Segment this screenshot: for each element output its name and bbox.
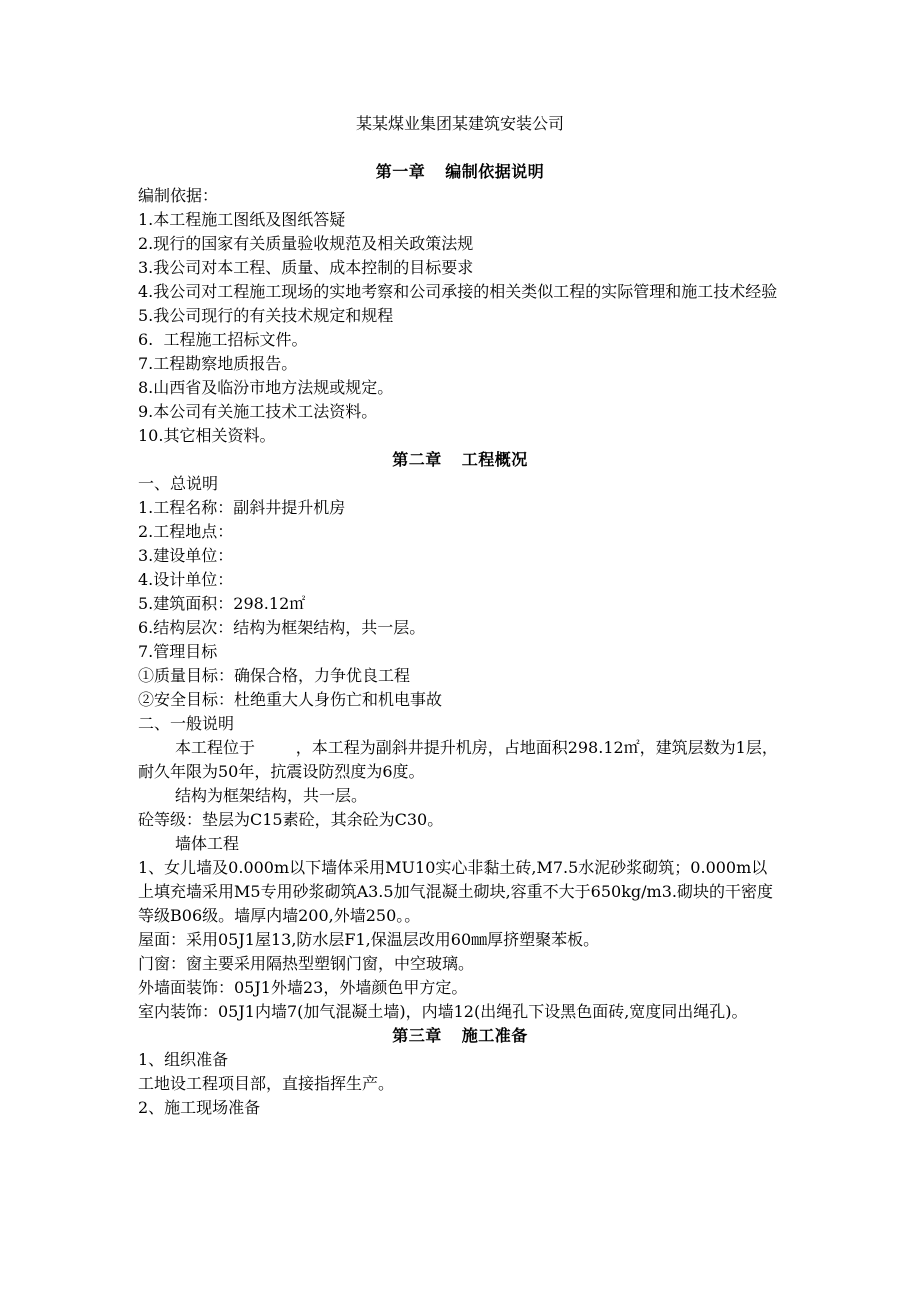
safety-goal: ②安全目标：杜绝重大人身伤亡和机电事故 — [138, 690, 443, 709]
wall-heading: 墙体工程 — [175, 834, 240, 853]
general-heading: 二、一般说明 — [138, 714, 235, 733]
basis-item-10: 10.其它相关资料。 — [138, 426, 276, 445]
chapter-3-heading — [138, 1024, 782, 1048]
exterior-decor-text: 外墙面装饰：05J1外墙23，外墙颜色甲方定。 — [138, 978, 468, 997]
chapter-1-heading — [138, 160, 782, 184]
basis-item-2: 2.现行的国家有关质量验收规范及相关政策法规 — [138, 234, 474, 253]
general-para-2: 结构为框架结构，共一层。 — [175, 786, 368, 805]
door-window-text: 门窗：窗主要采用隔热型塑钢门窗，中空玻璃。 — [138, 954, 475, 973]
org-prep-heading: 1、组织准备 — [138, 1050, 229, 1069]
basis-item-5: 5.我公司现行的有关技术规定和规程 — [138, 306, 394, 325]
general-para-1: 本工程位于 ，本工程为副斜井提升机房，占地面积298.12㎡，建筑层数为1层，耐久年限为50年，抗震设防烈度为6度。 — [138, 738, 778, 781]
chapter-2-heading — [138, 448, 782, 472]
basis-item-9: 9.本公司有关施工技术工法资料。 — [138, 402, 378, 421]
construction-unit: 3.建设单位： — [138, 546, 234, 565]
chapter-1-number: 第一章 — [375, 162, 426, 181]
chapter-1-title: 编制依据说明 — [445, 162, 545, 181]
overview-heading: 一、总说明 — [138, 474, 219, 493]
chapter-3-number: 第三章 — [392, 1026, 442, 1045]
design-unit: 4.设计单位： — [138, 570, 234, 589]
chapter-1-body — [138, 184, 782, 448]
building-area: 5.建筑面积：298.12㎡ — [138, 594, 306, 613]
wall-text: 1、女儿墙及0.000m以下墙体采用MU10实心非黏土砖,M7.5水泥砂浆砌筑；0.000m以上填充墙采用M5专用砂浆砌筑A3.5加气混凝土砌块,容重不大于650kg/m3.砌块的干密度等级B06级。墙厚内墙200,外墙250。。 — [138, 858, 773, 925]
chapter-3-body — [138, 1048, 782, 1120]
project-name: 1.工程名称：副斜井提升机房 — [138, 498, 346, 517]
management-goals: 7.管理目标 — [138, 642, 218, 661]
chapter-2-number: 第二章 — [392, 450, 442, 469]
roof-text: 屋面：采用05J1屋13,防水层F1,保温层改用60㎜厚挤塑聚苯板。 — [138, 930, 600, 949]
structure-levels: 6.结构层次：结构为框架结构，共一层。 — [138, 618, 426, 637]
chapter-3-title: 施工准备 — [461, 1026, 528, 1045]
basis-item-4: 4.我公司对工程施工现场的实地考察和公司承接的相关类似工程的实际管理和施工技术经验 — [138, 282, 778, 301]
chapter-2-title: 工程概况 — [461, 450, 528, 469]
basis-item-7: 7.工程勘察地质报告。 — [138, 354, 298, 373]
interior-decor-text: 室内装饰：05J1内墙7(加气混凝土墙)，内墙12(出绳孔下设黑色面砖,宽度同出绳孔)。 — [138, 1002, 748, 1021]
concrete-grade: 砼等级：垫层为C15素砼，其余砼为C30。 — [138, 810, 444, 829]
quality-goal: ①质量目标：确保合格，力争优良工程 — [138, 666, 411, 685]
basis-intro: 编制依据： — [138, 186, 219, 205]
site-prep-heading: 2、施工现场准备 — [138, 1098, 261, 1117]
basis-item-8: 8.山西省及临汾市地方法规或规定。 — [138, 378, 394, 397]
company-name: 某某煤业集团某建筑安装公司 — [355, 114, 564, 133]
basis-item-6: 6. 工程施工招标文件。 — [138, 330, 308, 349]
project-location: 2.工程地点： — [138, 522, 234, 541]
chapter-2-body — [138, 472, 782, 1024]
basis-item-1: 1.本工程施工图纸及图纸答疑 — [138, 210, 346, 229]
org-prep-text: 工地设工程项目部，直接指挥生产。 — [138, 1074, 395, 1093]
basis-item-3: 3.我公司对本工程、质量、成本控制的目标要求 — [138, 258, 474, 277]
